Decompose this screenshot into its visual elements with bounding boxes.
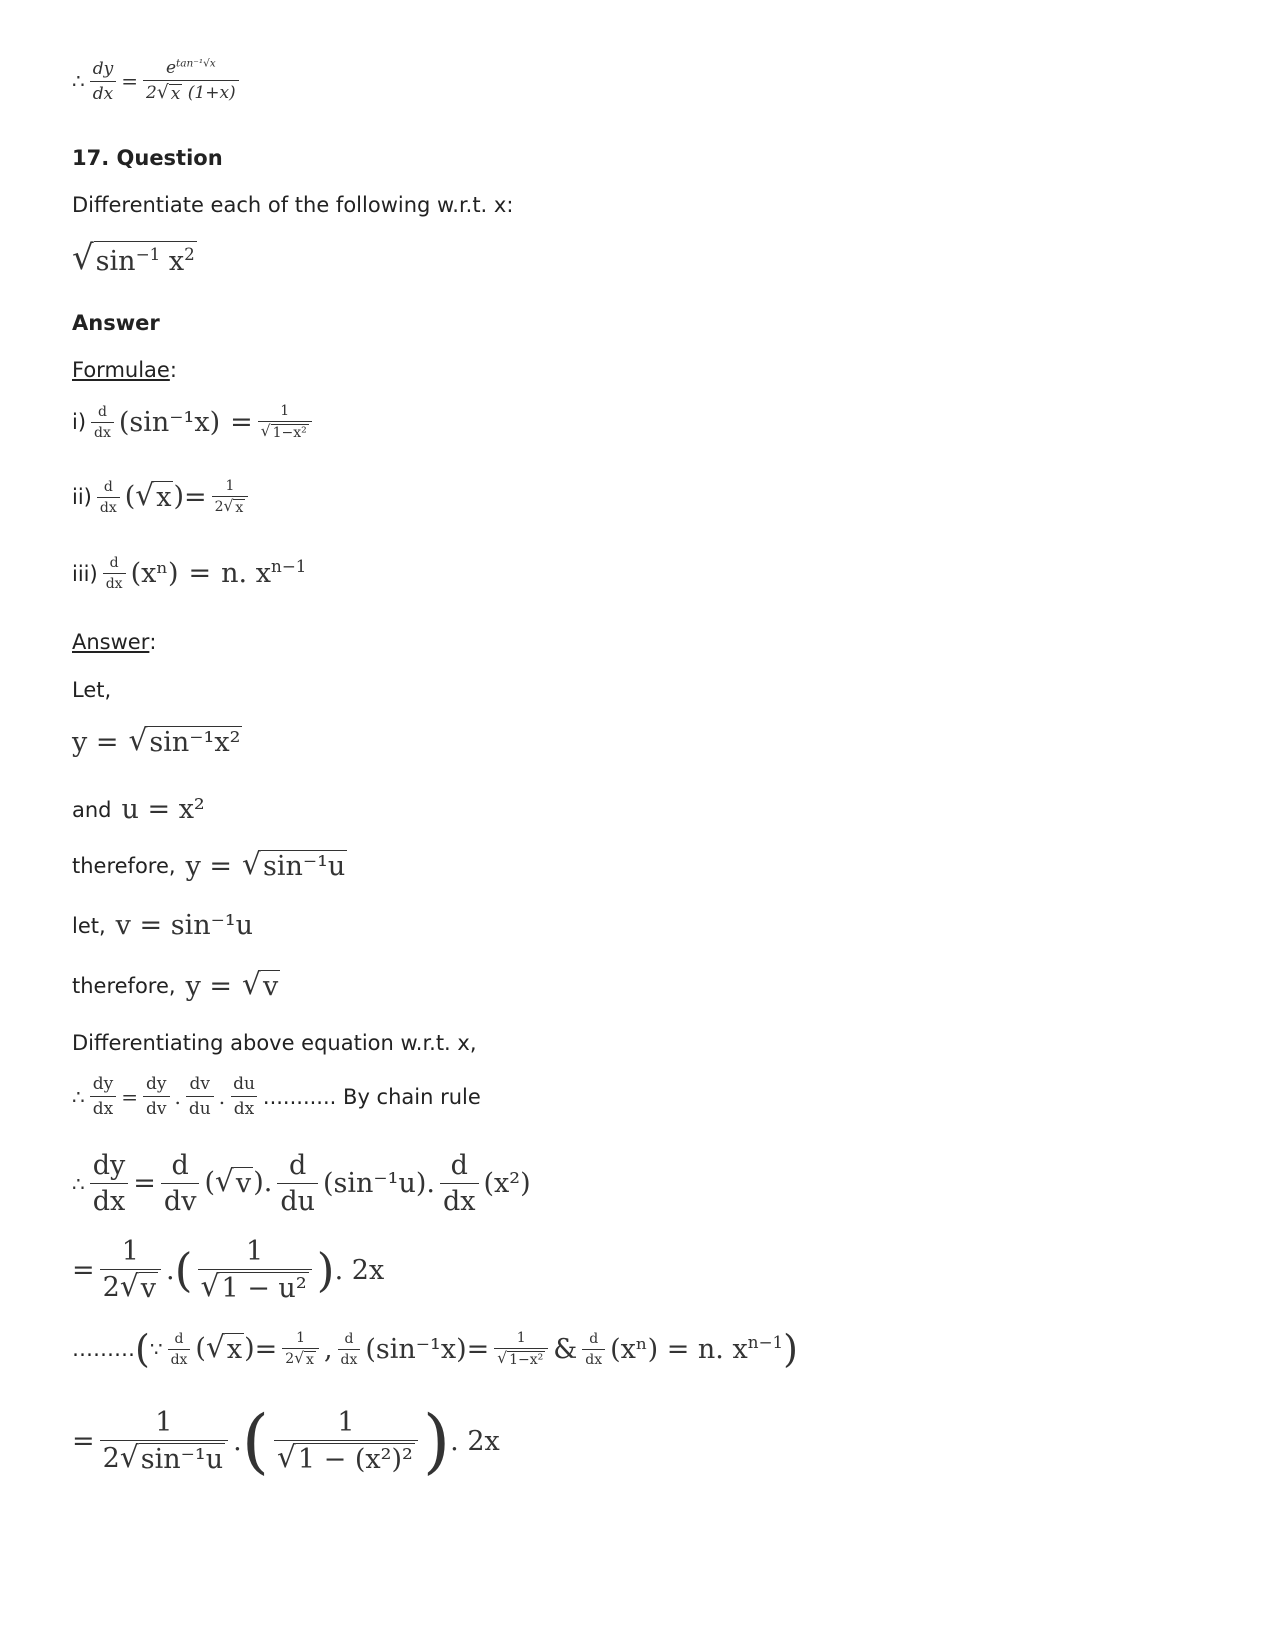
derivative-expansion: ∴ $\frac{dy}{dx}$ = $\frac{d}{dv}$ ( √ v ). $\frac{d}{du}$ (sin⁻¹u). $\frac{d}{dx}$ (x²) (72, 1150, 531, 1217)
let-text: Let, (72, 678, 112, 702)
formula-3: iii) $\frac{d}{dx}$ (xⁿ) = n. $x^{n-1}$ (72, 555, 307, 592)
question-title: 17. Question (72, 146, 223, 170)
u-definition: and u = x² (72, 794, 205, 825)
formula-2: ii) $\frac{d}{dx}$ ( √ x ) = 1 2 √ x (72, 478, 253, 516)
y-definition: y = √ sin⁻¹x² (72, 723, 241, 758)
formulae-heading: Formulae : (72, 358, 177, 382)
dy-dx-fraction: $\frac{dy}{dx}$ (90, 59, 117, 104)
y-in-terms-of-u: therefore, y = √ sin⁻¹u (72, 847, 346, 882)
formula-justification: ……… ( ∵ $\frac{d}{dx}$ ( √ x ) = 1 2 √ x , $\frac{d}{dx}$ (sin⁻¹x) = 1 √ 1−x² & $\frac{d}{dx}$ (xⁿ) = n. $x^{n-1}$ ) (72, 1327, 798, 1372)
question-expression: √ $\sin^{-1} x^2$ (72, 238, 195, 278)
previous-result-equation: ∴ $\frac{dy}{dx}$ = $e^{tan^{-1}√x}$ 2 √ x (1+x) (72, 58, 244, 105)
step-substitution-2: = 1 2 √ sin⁻¹u . ( 1 √ 1 − (x²)² ) . 2x (72, 1400, 500, 1482)
therefore-symbol: ∴ (72, 69, 85, 94)
y-in-terms-of-v: therefore, y = √ v (72, 967, 279, 1002)
result-fraction: $e^{tan^{-1}√x}$ 2 √ x (1+x) (143, 58, 239, 105)
differentiating-text: Differentiating above equation w.r.t. x, (72, 1031, 477, 1055)
step-substitution-1: = 1 2 √ v . ( 1 √ 1 − u² ) . 2x (72, 1236, 385, 1304)
chain-rule-equation: ∴ $\frac{dy}{dx}$ = $\frac{dy}{dv}$ . $\frac{dv}{du}$ . $\frac{du}{dx}$ ........... By chain rule (72, 1074, 481, 1119)
v-definition: let, v = sin⁻¹u (72, 910, 254, 941)
answer-heading: Answer (72, 311, 160, 335)
question-prompt: Differentiate each of the following w.r.t. x: (72, 193, 514, 217)
answer-subheading: Answer : (72, 630, 157, 654)
formula-1: i) $\frac{d}{dx}$ (sin⁻¹x) = 1 √ 1−x² (72, 403, 317, 441)
